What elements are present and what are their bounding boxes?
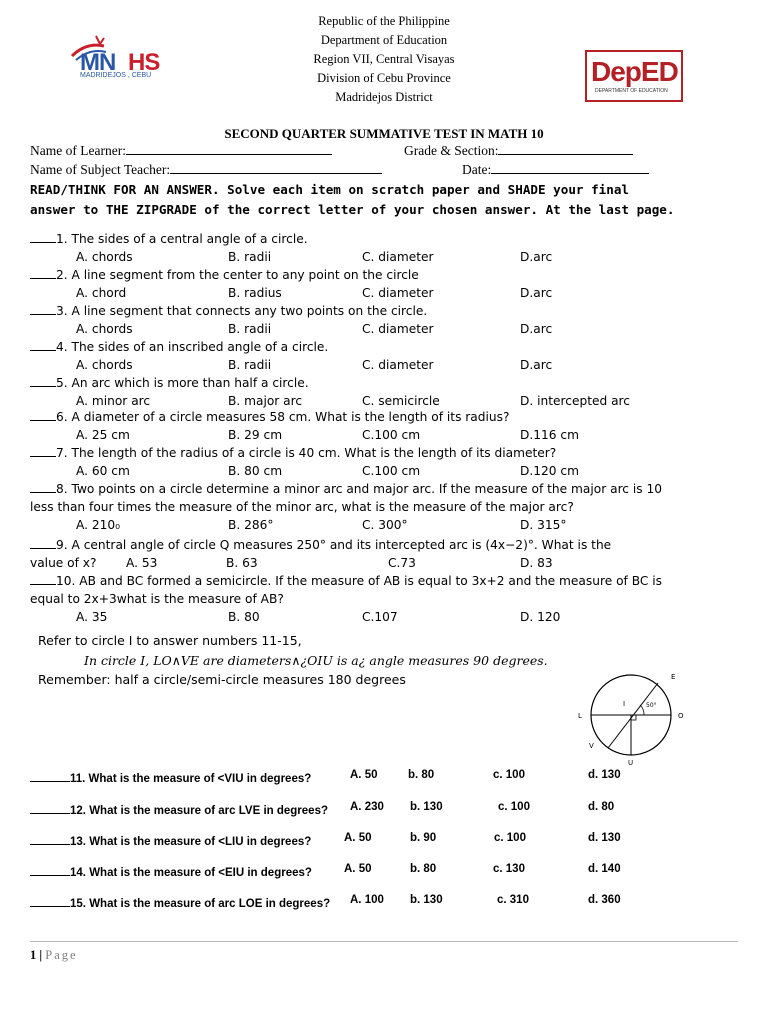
test-title: SECOND QUARTER SUMMATIVE TEST IN MATH 10 — [224, 126, 544, 141]
refer-remember: Remember: half a circle/semi-circle measures 180 degrees — [38, 672, 406, 687]
refer-circle-statement: In circle I, LO∧VE are diameters∧¿OIU is a¿ angle measures 90 degrees. — [84, 653, 548, 668]
question-number: 3. — [56, 304, 68, 318]
answer-blank[interactable] — [30, 374, 56, 387]
option-b[interactable]: B. 80 cm — [228, 464, 283, 478]
option-a[interactable]: A. chords — [76, 322, 133, 336]
answer-blank[interactable] — [30, 863, 70, 876]
option-d[interactable]: D. 83 — [520, 556, 553, 570]
answer-blank[interactable] — [30, 769, 70, 782]
question-7 — [30, 444, 750, 462]
circle-diagram — [566, 670, 696, 770]
question-13 — [30, 832, 311, 848]
answer-blank[interactable] — [30, 801, 70, 814]
question-5 — [30, 374, 750, 392]
question-text: The sides of an inscribed angle of a circle. — [67, 340, 329, 354]
option-d[interactable]: D. 315° — [520, 518, 567, 532]
label-v: V — [589, 742, 594, 750]
option-b[interactable]: b. 90 — [410, 832, 437, 844]
header-line: Republic of the Philippine — [318, 14, 450, 28]
option-d[interactable]: D.arc — [520, 250, 553, 264]
option-d[interactable]: d. 360 — [588, 894, 621, 906]
header-line: Region VII, Central Visayas — [313, 52, 455, 66]
teacher-label: Name of Subject Teacher: — [30, 162, 171, 177]
teacher-field[interactable] — [30, 161, 382, 178]
answer-blank[interactable] — [30, 832, 70, 845]
question-text: A line segment that connects any two points on the circle. — [67, 304, 428, 318]
option-d[interactable]: D.116 cm — [520, 428, 579, 442]
option-b[interactable]: b. 130 — [410, 894, 443, 906]
question-text: A central angle of circle Q measures 250° and its intercepted arc is (4x−2)°. What is the — [67, 538, 612, 552]
instruction-line: READ/THINK FOR AN ANSWER. Solve each item on scratch paper and SHADE your final — [30, 182, 629, 197]
instruction-line: answer to THE ZIPGRADE of the correct letter of your chosen answer. At the last page. — [30, 202, 675, 217]
option-b[interactable]: b. 80 — [410, 863, 437, 875]
school-logo — [66, 34, 186, 84]
answer-blank[interactable] — [30, 536, 56, 549]
question-15 — [30, 894, 330, 910]
grade-field[interactable] — [404, 142, 633, 159]
option-d[interactable]: D. 120 — [520, 610, 561, 624]
label-i: I — [623, 700, 626, 708]
option-c[interactable]: C. diameter — [362, 286, 434, 300]
date-field[interactable] — [462, 161, 649, 178]
page-footer — [30, 948, 78, 963]
option-b[interactable]: B. 286° — [228, 518, 274, 532]
option-c[interactable]: C.107 — [362, 610, 398, 624]
question-14 — [30, 863, 312, 879]
question-2 — [30, 266, 750, 284]
question-number: 4. — [56, 340, 68, 354]
question-text: What is the measure of <EIU in degrees? — [86, 867, 312, 879]
refer-line: Refer to circle I to answer numbers 11-15, — [38, 633, 302, 648]
option-a[interactable]: A. 60 cm — [76, 464, 130, 478]
svg-text:MN: MN — [80, 49, 116, 76]
option-b[interactable]: B. radii — [228, 250, 272, 264]
school-logo-sub: MADRIDEJOS , CEBU — [80, 72, 152, 79]
instructions — [30, 180, 750, 220]
deped-logo-text: DepED — [591, 56, 678, 87]
page-number: 1 — [30, 948, 37, 962]
option-a[interactable]: A. 230 — [350, 801, 384, 813]
question-11 — [30, 769, 311, 785]
option-c[interactable]: c. 310 — [497, 894, 529, 906]
question-number: 10. — [56, 574, 76, 588]
question-9 — [30, 536, 750, 554]
option-b[interactable]: B. radii — [228, 358, 272, 372]
question-number: 13. — [70, 836, 86, 848]
option-a[interactable]: A. 50 — [344, 832, 372, 844]
option-a[interactable]: A. 210₀ — [76, 518, 121, 532]
page-sep: | — [39, 948, 43, 962]
svg-text:HS: HS — [128, 49, 160, 76]
learner-field[interactable] — [30, 142, 332, 159]
question-text: What is the measure of arc LVE in degrees? — [86, 805, 328, 817]
question-number: 6. — [56, 410, 68, 424]
question-number: 5. — [56, 376, 68, 390]
question-text: What is the measure of <VIU in degrees? — [85, 773, 312, 785]
option-c[interactable]: c. 130 — [493, 863, 525, 875]
option-a[interactable]: A. chords — [76, 250, 133, 264]
option-d[interactable]: d. 140 — [588, 863, 621, 875]
option-d[interactable]: d. 80 — [588, 801, 615, 813]
option-a[interactable]: A. 35 — [76, 610, 108, 624]
question-text: A line segment from the center to any point on the circle — [67, 268, 419, 282]
answer-blank[interactable] — [30, 444, 56, 457]
option-c[interactable]: c. 100 — [498, 801, 530, 813]
question-text: A diameter of a circle measures 58 cm. What is the length of its radius? — [67, 410, 510, 424]
answer-blank[interactable] — [30, 266, 56, 279]
option-b[interactable]: B. 80 — [228, 610, 260, 624]
option-b[interactable]: B. 29 cm — [228, 428, 283, 442]
question-number: 2. — [56, 268, 68, 282]
deped-logo — [585, 50, 683, 102]
question-text: What is the measure of arc LOE in degrees? — [86, 898, 331, 910]
option-a[interactable]: A. chord — [76, 286, 127, 300]
option-a[interactable]: A. minor arc — [76, 394, 151, 408]
question-number: 8. — [56, 482, 68, 496]
option-d[interactable]: d. 130 — [588, 832, 621, 844]
answer-blank[interactable] — [30, 408, 56, 421]
option-c[interactable]: C.100 cm — [362, 428, 421, 442]
option-c[interactable]: C. 300° — [362, 518, 408, 532]
option-b[interactable]: b. 130 — [410, 801, 443, 813]
option-b[interactable]: B. major arc — [228, 394, 303, 408]
question-number: 12. — [70, 805, 86, 817]
answer-blank[interactable] — [30, 302, 56, 315]
option-d[interactable]: D.arc — [520, 358, 553, 372]
header-line: Division of Cebu Province — [317, 71, 451, 85]
answer-blank[interactable] — [30, 480, 56, 493]
deped-logo-sub: DEPARTMENT OF EDUCATION — [595, 88, 668, 94]
question-4 — [30, 338, 750, 356]
grade-label: Grade & Section: — [404, 143, 499, 158]
option-b[interactable]: B. radius — [228, 286, 282, 300]
question-1 — [30, 230, 750, 248]
option-a[interactable]: A. 50 — [344, 863, 372, 875]
option-a[interactable]: A. 50 — [350, 769, 378, 781]
option-c[interactable]: C. diameter — [362, 358, 434, 372]
option-d[interactable]: D.arc — [520, 322, 553, 336]
option-b[interactable]: b. 80 — [408, 769, 435, 781]
question-text: An arc which is more than half a circle. — [67, 376, 309, 390]
header-line: Department of Education — [320, 33, 448, 47]
question-number: 14. — [70, 867, 86, 879]
option-d[interactable]: D.120 cm — [520, 464, 579, 478]
answer-blank[interactable] — [30, 230, 56, 243]
label-o: O — [678, 712, 684, 720]
header-line: Madridejos District — [335, 90, 433, 104]
question-number: 1. — [56, 232, 68, 246]
answer-blank[interactable] — [30, 894, 70, 907]
answer-blank[interactable] — [30, 572, 56, 585]
date-label: Date: — [462, 162, 492, 177]
option-a[interactable]: A. chords — [76, 358, 133, 372]
option-c[interactable]: c. 100 — [493, 769, 525, 781]
question-text-cont: less than four times the measure of the minor arc, what is the measure of the major arc? — [30, 500, 574, 514]
question-number: 11. — [70, 773, 86, 785]
question-text-cont: equal to 2x+3what is the measure of AB? — [30, 592, 284, 606]
question-text: Two points on a circle determine a minor arc and major arc. If the measure of the major arc is 10 — [67, 482, 663, 496]
option-a[interactable]: A. 100 — [350, 894, 384, 906]
page-label: Page — [45, 948, 78, 962]
label-u: U — [628, 759, 634, 767]
label-e: E — [671, 673, 676, 681]
question-number: 9. — [56, 538, 68, 552]
question-number: 7. — [56, 446, 68, 460]
footer-rule — [30, 941, 738, 942]
question-number: 15. — [70, 898, 86, 910]
question-text: The length of the radius of a circle is 40 cm. What is the length of its diameter? — [67, 446, 557, 460]
option-d[interactable]: D. intercepted arc — [520, 394, 630, 408]
question-10 — [30, 572, 750, 590]
answer-blank[interactable] — [30, 338, 56, 351]
question-text: AB and BC formed a semicircle. If the measure of AB is equal to 3x+2 and the measure of BC is — [75, 574, 662, 588]
learner-label: Name of Learner: — [30, 143, 126, 158]
option-c[interactable]: C.100 cm — [362, 464, 421, 478]
question-3 — [30, 302, 750, 320]
question-12 — [30, 801, 328, 817]
question-8 — [30, 480, 750, 498]
question-text: What is the measure of <LIU in degrees? — [86, 836, 312, 848]
question-text: The sides of a central angle of a circle. — [67, 232, 308, 246]
option-c[interactable]: c. 100 — [494, 832, 526, 844]
label-angle: 50° — [646, 702, 657, 709]
option-c[interactable]: C. semicircle — [362, 394, 440, 408]
question-6 — [30, 408, 750, 426]
option-a[interactable]: A. 53 — [126, 556, 158, 570]
option-c[interactable]: C.73 — [388, 556, 416, 570]
option-a[interactable]: A. 25 cm — [76, 428, 130, 442]
question-text-cont: value of x? — [30, 556, 97, 570]
option-b[interactable]: B. 63 — [226, 556, 258, 570]
option-c[interactable]: C. diameter — [362, 322, 434, 336]
option-d[interactable]: d. 130 — [588, 769, 621, 781]
option-d[interactable]: D.arc — [520, 286, 553, 300]
option-b[interactable]: B. radii — [228, 322, 272, 336]
option-c[interactable]: C. diameter — [362, 250, 434, 264]
label-l: L — [578, 712, 582, 720]
